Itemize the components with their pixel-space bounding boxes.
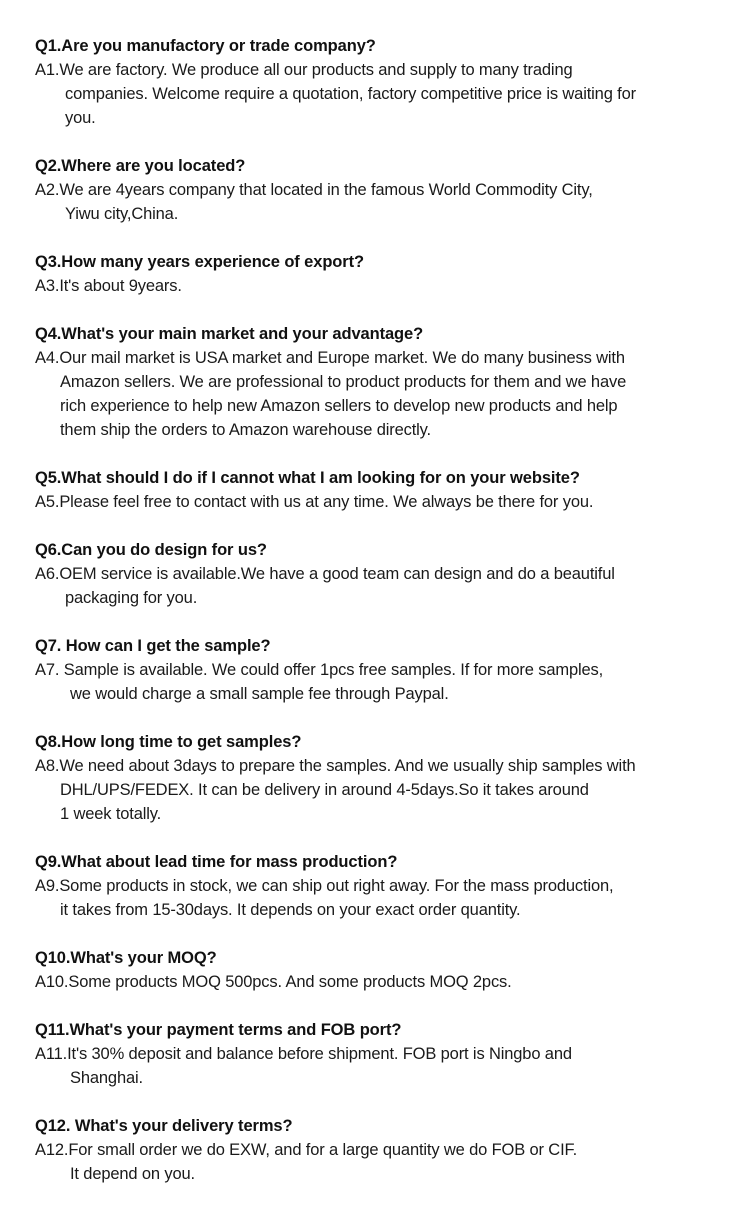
faq-answer: A7. Sample is available. We could offer 1pcs free samples. If for more samples, [35,661,604,679]
faq-item [35,538,735,610]
faq-answer-continuation: you. [65,109,96,127]
faq-answer-continuation: Yiwu city,China. [65,205,179,223]
faq-item [35,34,735,130]
faq-question: Q1.Are you manufactory or trade company? [35,37,376,55]
faq-answer: A5.Please feel free to contact with us at any time. We always be there for you. [35,493,594,511]
faq-answer: A1.We are factory. We produce all our products and supply to many trading [35,61,573,79]
faq-item [35,250,735,298]
faq-item [35,322,735,442]
faq-answer-continuation: It depend on you. [70,1165,195,1183]
faq-answer: A3.It's about 9years. [35,277,182,295]
faq-question: Q8.How long time to get samples? [35,733,302,751]
faq-answer-continuation: Shanghai. [70,1069,143,1087]
faq-question: Q3.How many years experience of export? [35,253,364,271]
faq-item [35,730,735,826]
faq-answer: A9.Some products in stock, we can ship out right away. For the mass production, [35,877,614,895]
faq-answer: A4.Our mail market is USA market and Europe market. We do many business with [35,349,625,367]
faq-answer: A6.OEM service is available.We have a good team can design and do a beautiful [35,565,615,583]
faq-question: Q11.What's your payment terms and FOB port? [35,1021,402,1039]
faq-question: Q12. What's your delivery terms? [35,1117,293,1135]
faq-answer-continuation: Amazon sellers. We are professional to product products for them and we have [60,373,627,391]
faq-answer-continuation: DHL/UPS/FEDEX. It can be delivery in around 4-5days.So it takes around [60,781,589,799]
faq-answer-continuation: them ship the orders to Amazon warehouse directly. [60,421,431,439]
faq-answer: A8.We need about 3days to prepare the samples. And we usually ship samples with [35,757,636,775]
faq-item [35,466,735,514]
faq-item [35,850,735,922]
faq-answer: A10.Some products MOQ 500pcs. And some products MOQ 2pcs. [35,973,512,991]
faq-item [35,1114,735,1186]
faq-question: Q5.What should I do if I cannot what I am looking for on your website? [35,469,580,487]
faq-item [35,946,735,994]
faq-question: Q10.What's your MOQ? [35,949,217,967]
faq-item [35,634,735,706]
faq-list [35,34,735,1210]
faq-question: Q4.What's your main market and your advantage? [35,325,424,343]
faq-answer-continuation: 1 week totally. [60,805,162,823]
faq-answer: A11.It's 30% deposit and balance before shipment. FOB port is Ningbo and [35,1045,572,1063]
faq-item [35,1018,735,1090]
faq-answer: A12.For small order we do EXW, and for a large quantity we do FOB or CIF. [35,1141,578,1159]
faq-question: Q9.What about lead time for mass production? [35,853,398,871]
faq-question: Q2.Where are you located? [35,157,246,175]
faq-answer: A2.We are 4years company that located in the famous World Commodity City, [35,181,593,199]
faq-question: Q7. How can I get the sample? [35,637,271,655]
faq-answer-continuation: rich experience to help new Amazon sellers to develop new products and help [60,397,618,415]
faq-answer-continuation: companies. Welcome require a quotation, factory competitive price is waiting for [65,85,636,103]
faq-answer-continuation: packaging for you. [65,589,198,607]
faq-answer-continuation: it takes from 15-30days. It depends on your exact order quantity. [60,901,521,919]
faq-answer-continuation: we would charge a small sample fee through Paypal. [70,685,449,703]
faq-question: Q6.Can you do design for us? [35,541,267,559]
faq-item [35,154,735,226]
